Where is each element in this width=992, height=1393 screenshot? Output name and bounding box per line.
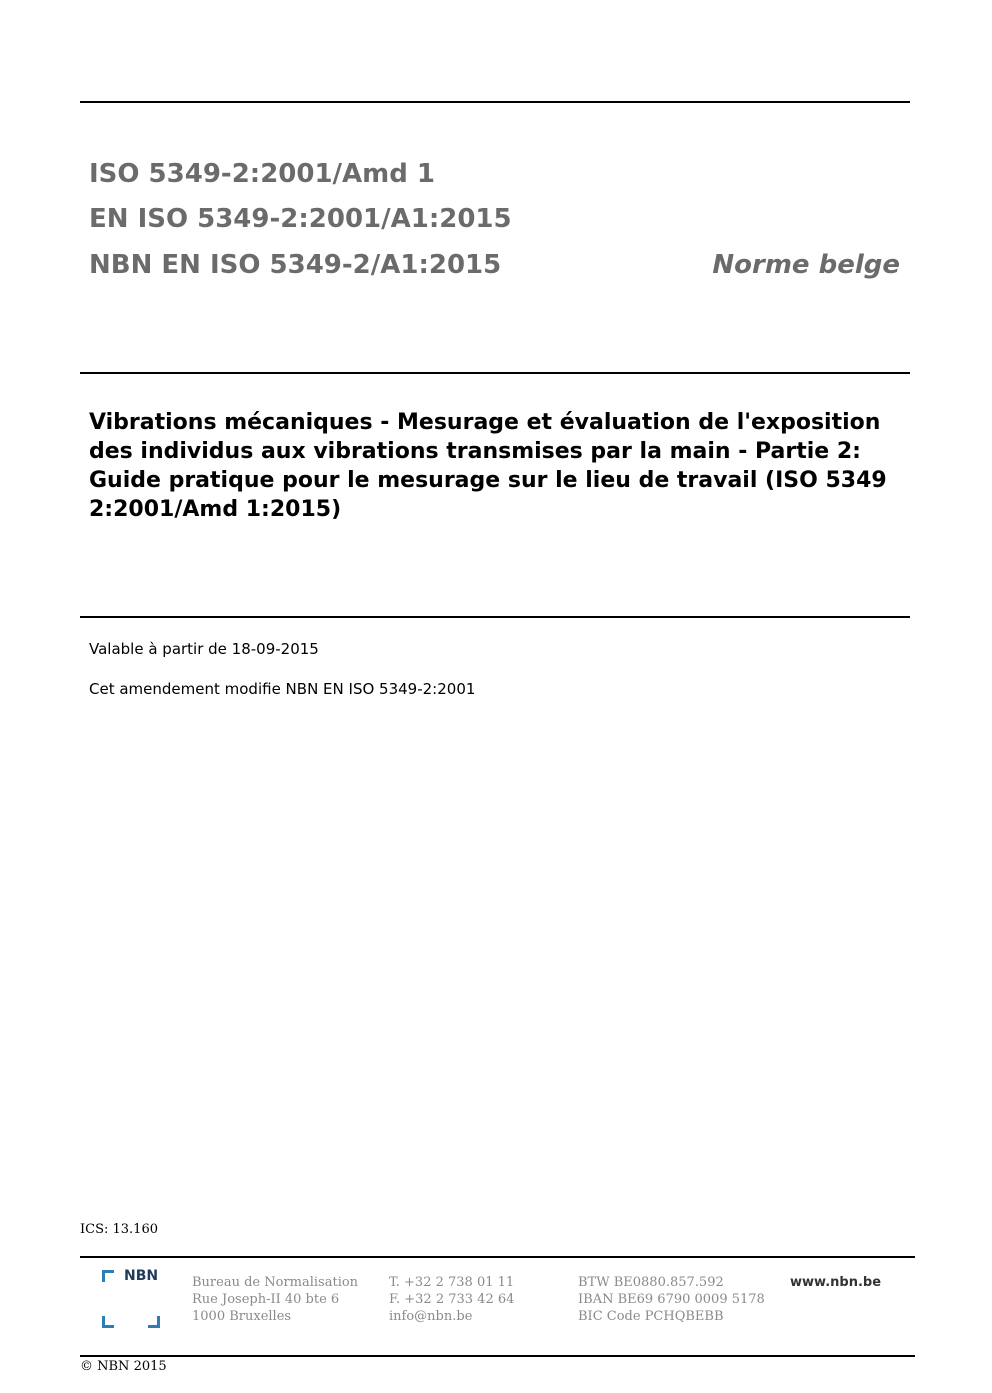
norme-label: Norme belge (712, 250, 900, 280)
en-code: EN ISO 5349-2:2001/A1:2015 (89, 204, 512, 234)
address-line: Bureau de Normalisation (192, 1275, 359, 1290)
title-rule-bottom (80, 616, 910, 618)
amendment-note: Cet amendement modifie NBN EN ISO 5349-2:2001 (89, 680, 476, 698)
top-rule (80, 101, 910, 103)
phone: T. +32 2 738 01 11 (389, 1275, 515, 1290)
email-link[interactable]: info@nbn.be (389, 1309, 473, 1324)
title-rule-top (80, 372, 910, 374)
vat-number: BTW BE0880.857.592 (578, 1275, 724, 1290)
copyright: © NBN 2015 (80, 1359, 167, 1374)
footer-rule-top (80, 1256, 915, 1258)
footer-contact (389, 1274, 514, 1325)
bic-code: BIC Code PCHQBEBB (578, 1309, 724, 1324)
iso-code: ISO 5349-2:2001/Amd 1 (89, 159, 436, 189)
valid-from: Valable à partir de 18-09-2015 (89, 640, 319, 658)
address-line: Rue Joseph-II 40 bte 6 (192, 1292, 340, 1307)
fax: F. +32 2 733 42 64 (389, 1292, 515, 1307)
footer-bank (578, 1274, 765, 1325)
footer-website (790, 1274, 881, 1291)
document-title: Vibrations mécaniques - Mesurage et évaluation de l'exposition des individus aux vibrations transmises par la main - Partie 2: Guide pratique pour le mesurage sur le lieu de travail (ISO 5349 2:2001/Amd 1:2015) (89, 410, 887, 522)
website-link[interactable]: www.nbn.be (790, 1275, 882, 1290)
logo-corner-icon (102, 1270, 114, 1282)
logo-corner-icon (102, 1316, 114, 1328)
footer-rule-bottom (80, 1355, 915, 1357)
ics-code: ICS: 13.160 (80, 1222, 158, 1237)
iban: IBAN BE69 6790 0009 5178 (578, 1292, 765, 1307)
footer-address (192, 1274, 358, 1325)
nbn-code: NBN EN ISO 5349-2/A1:2015 (89, 250, 502, 280)
address-line: 1000 Bruxelles (192, 1309, 292, 1324)
nbn-logo (100, 1268, 162, 1330)
logo-text: NBN (124, 1268, 159, 1284)
logo-corner-icon (148, 1316, 160, 1328)
